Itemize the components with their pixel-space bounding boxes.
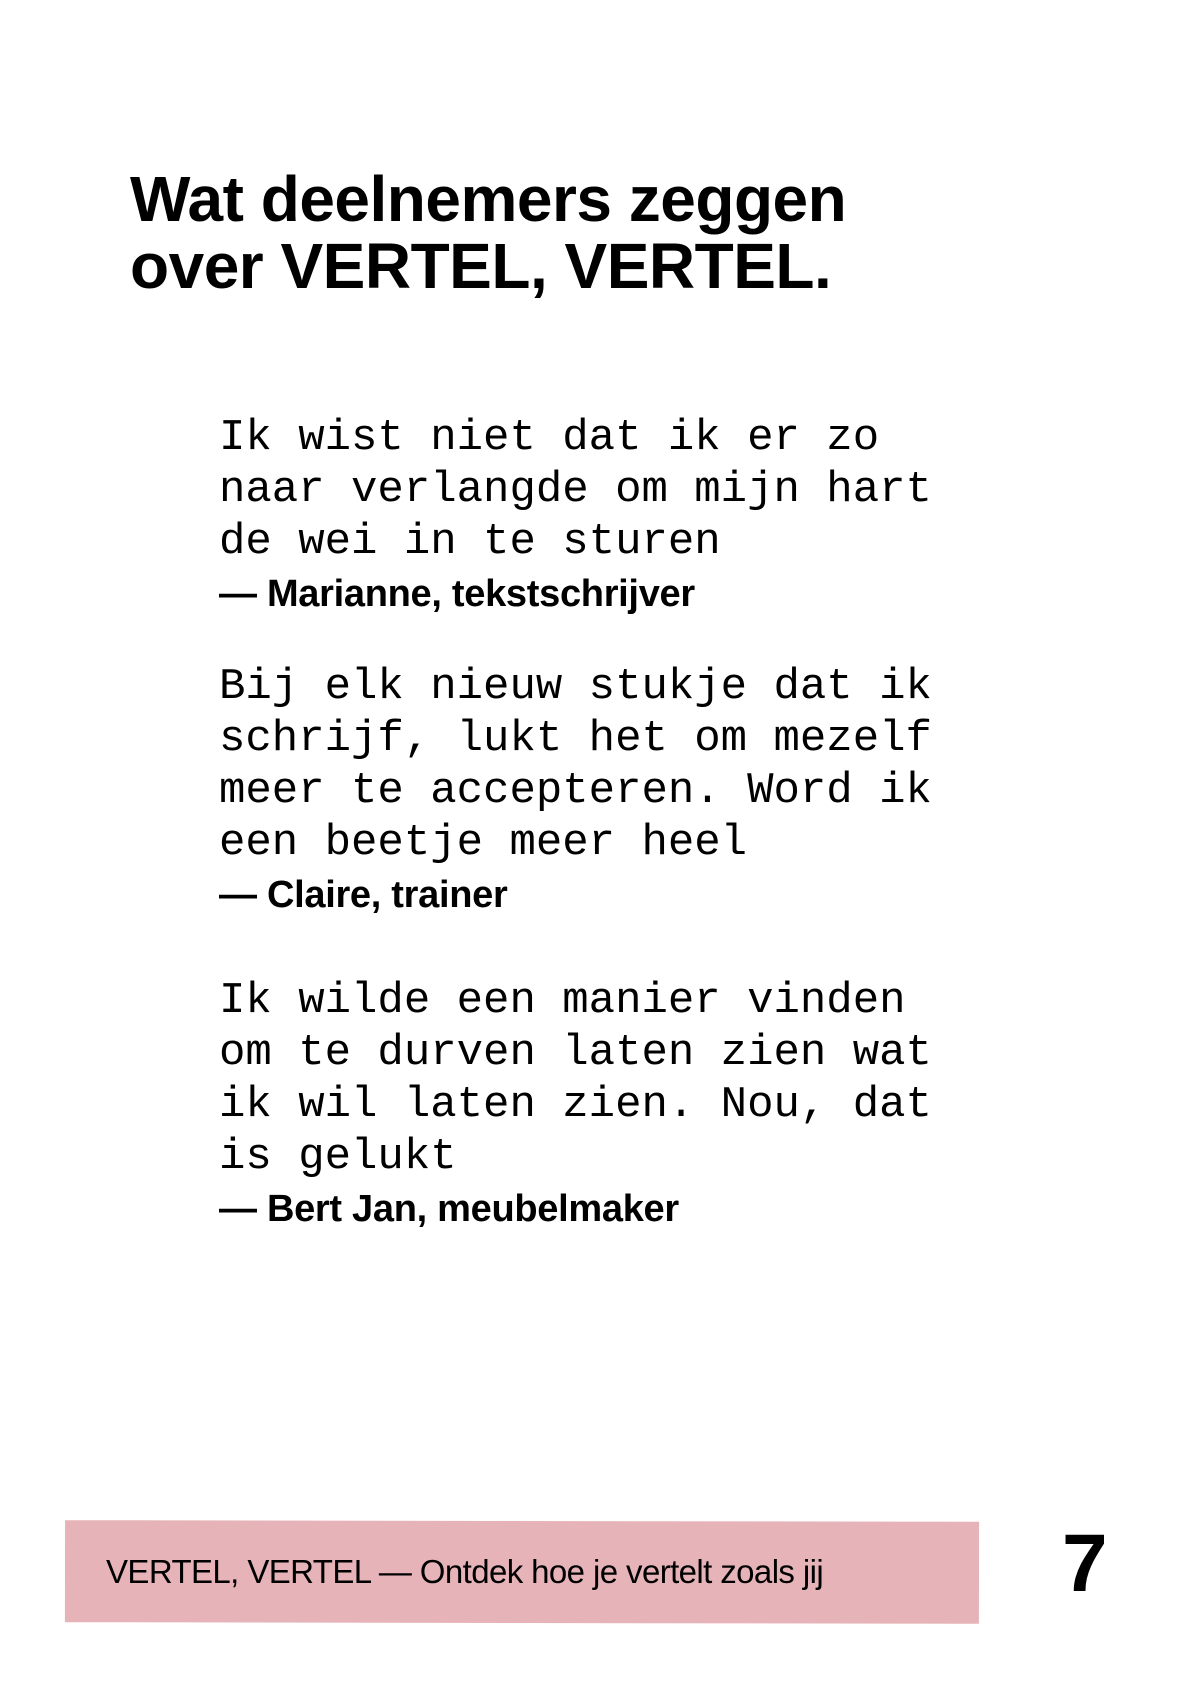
testimonial-bert-jan (219, 975, 1119, 1235)
quote-attribution: — Claire, trainer (219, 874, 508, 916)
quote-line: een beetje meer heel (219, 818, 748, 868)
quote-attribution: — Marianne, tekstschrijver (219, 573, 695, 615)
quote-line: om te durven laten zien wat (219, 1028, 932, 1078)
quote-line: Bij elk nieuw stukje dat ik (219, 662, 932, 712)
quote-line: naar verlangde om mijn hart (219, 465, 932, 515)
quote-line: meer te accepteren. Word ik (219, 766, 932, 816)
quote-line: de wei in te sturen (219, 517, 721, 567)
quote-line: ik wil laten zien. Nou, dat (219, 1080, 932, 1130)
quote-line: Ik wilde een manier vinden (219, 976, 906, 1026)
testimonial-claire (219, 661, 1119, 921)
footer-text: VERTEL, VERTEL — Ontdek hoe je vertelt zoals jij (106, 1553, 824, 1590)
quote-line: is gelukt (219, 1132, 457, 1182)
page-number: 7 (1062, 1518, 1108, 1609)
testimonial-marianne (219, 412, 1119, 620)
page-title (130, 163, 847, 302)
page-title-line-1: Wat deelnemers zeggen (130, 163, 847, 235)
quote-line: Ik wist niet dat ik er zo (219, 413, 880, 463)
page-title-line-2: over VERTEL, VERTEL. (130, 230, 832, 302)
quote-line: schrijf, lukt het om mezelf (219, 714, 932, 764)
quote-attribution: — Bert Jan, meubelmaker (219, 1188, 679, 1230)
